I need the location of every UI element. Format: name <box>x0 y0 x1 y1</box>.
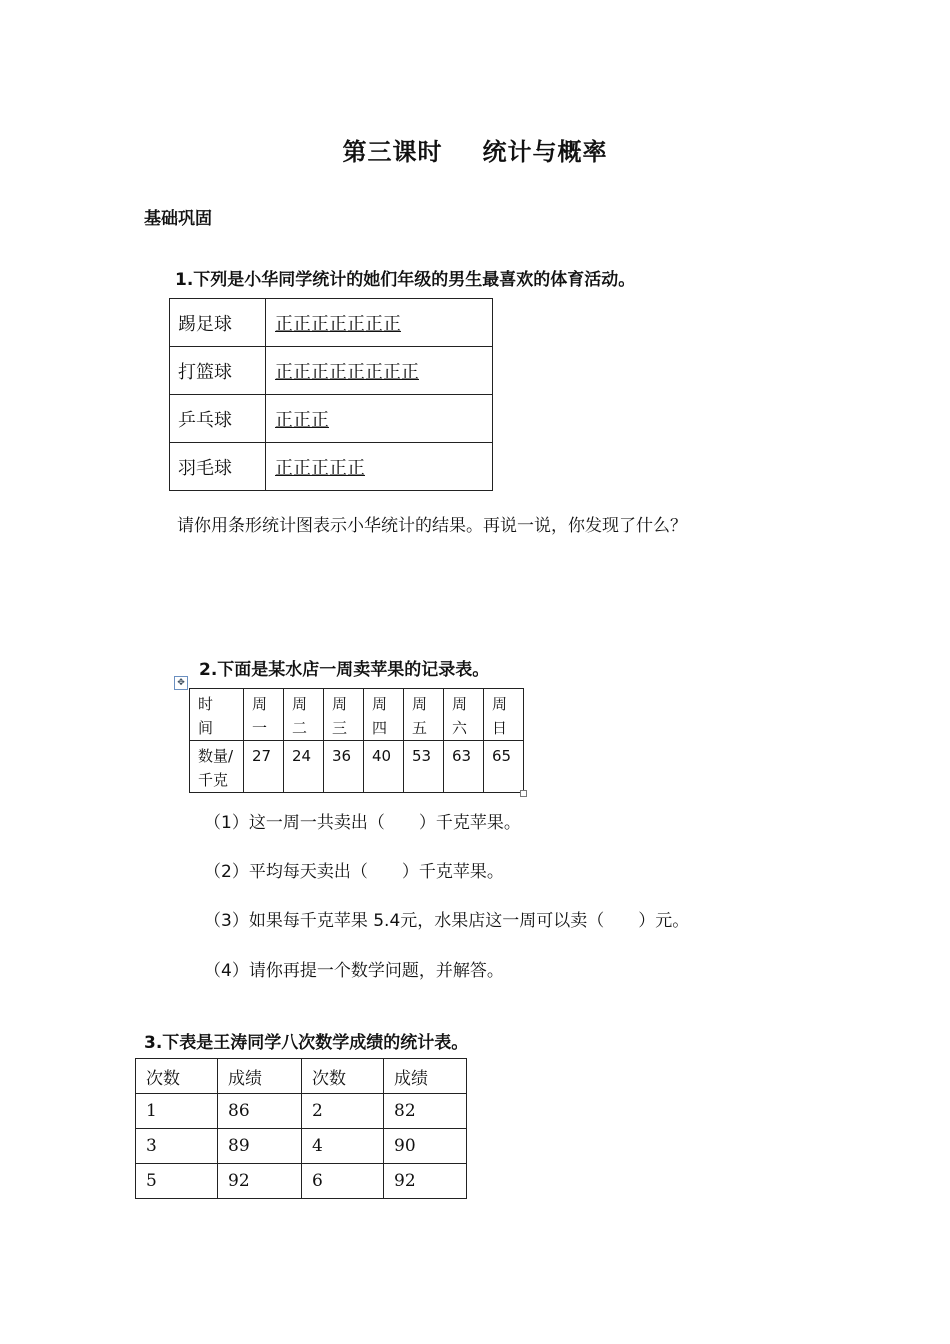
table-cell: 89 <box>218 1129 302 1164</box>
qty-cell: 24 <box>284 741 324 793</box>
sport-cell: 打篮球 <box>170 347 266 395</box>
qty-cell: 53 <box>404 741 444 793</box>
tally-cell: 正正正正正 <box>275 457 365 479</box>
page-title <box>0 132 950 167</box>
day-label: 周 <box>292 695 308 713</box>
day-label: 六 <box>452 719 468 737</box>
qty-cell: 40 <box>364 741 404 793</box>
q1-tally-table <box>169 298 493 491</box>
table-cell: 90 <box>384 1129 467 1164</box>
time-label-1: 时 <box>198 695 214 713</box>
q2-sub-2: （2）平均每天卖出（ ）千克苹果。 <box>204 862 504 882</box>
day-label: 周 <box>492 695 508 713</box>
qty-cell: 63 <box>444 741 484 793</box>
table-cell: 5 <box>136 1164 218 1199</box>
table-cell: 86 <box>218 1094 302 1129</box>
q3-scores-table <box>135 1058 467 1199</box>
table-row <box>190 689 524 741</box>
table-row <box>190 741 524 793</box>
table-row <box>170 347 493 395</box>
day-label: 日 <box>492 719 508 737</box>
day-label: 二 <box>292 719 308 737</box>
time-label-2: 间 <box>198 719 214 737</box>
title-topic: 统计与概率 <box>482 138 608 166</box>
table-row <box>170 395 493 443</box>
day-label: 四 <box>372 719 388 737</box>
qty-label-1: 数量/ <box>198 747 234 765</box>
q2-sales-table <box>189 688 524 793</box>
table-move-icon[interactable]: ✥ <box>174 676 188 690</box>
sport-cell: 羽毛球 <box>170 443 266 491</box>
section-heading: 基础巩固 <box>144 209 212 229</box>
table-cell: 4 <box>302 1129 384 1164</box>
q1-prompt: 请你用条形统计图表示小华统计的结果。再说一说，你发现了什么？ <box>177 516 687 536</box>
table-row <box>136 1164 467 1199</box>
qty-label-2: 千克 <box>198 771 229 789</box>
sport-cell: 踢足球 <box>170 299 266 347</box>
q3-heading: 3.下表是王涛同学八次数学成绩的统计表。 <box>144 1033 469 1053</box>
table-cell: 82 <box>384 1094 467 1129</box>
day-label: 五 <box>412 719 428 737</box>
table-resize-handle[interactable] <box>520 790 527 797</box>
table-cell: 6 <box>302 1164 384 1199</box>
day-label: 三 <box>332 719 348 737</box>
table-row <box>136 1094 467 1129</box>
qty-cell: 36 <box>324 741 364 793</box>
day-label: 周 <box>412 695 428 713</box>
table-cell: 1 <box>136 1094 218 1129</box>
q1-heading: 1.下列是小华同学统计的她们年级的男生最喜欢的体育活动。 <box>175 270 636 290</box>
day-label: 周 <box>452 695 468 713</box>
q2-heading: 2.下面是某水店一周卖苹果的记录表。 <box>199 660 490 680</box>
table-row <box>170 299 493 347</box>
day-label: 周 <box>332 695 348 713</box>
qty-cell: 65 <box>484 741 524 793</box>
title-lesson: 第三课时 <box>342 138 443 166</box>
table-cell: 92 <box>218 1164 302 1199</box>
header-cell: 次数 <box>302 1059 384 1094</box>
tally-cell: 正正正 <box>275 409 329 431</box>
table-header-row <box>136 1059 467 1094</box>
table-cell: 92 <box>384 1164 467 1199</box>
header-cell: 成绩 <box>218 1059 302 1094</box>
q2-sub-1: （1）这一周一共卖出（ ）千克苹果。 <box>204 813 521 833</box>
day-label: 周 <box>372 695 388 713</box>
q2-sub-3: （3）如果每千克苹果 5.4元，水果店这一周可以卖（ ）元。 <box>204 911 690 931</box>
table-row <box>170 443 493 491</box>
table-row <box>136 1129 467 1164</box>
table-cell: 3 <box>136 1129 218 1164</box>
tally-cell: 正正正正正正正 <box>275 313 401 335</box>
sport-cell: 乒乓球 <box>170 395 266 443</box>
day-label: 周 <box>252 695 268 713</box>
q2-sub-4: （4）请你再提一个数学问题，并解答。 <box>204 961 504 981</box>
tally-cell: 正正正正正正正正 <box>275 361 419 383</box>
table-cell: 2 <box>302 1094 384 1129</box>
day-label: 一 <box>252 719 268 737</box>
qty-cell: 27 <box>244 741 284 793</box>
header-cell: 次数 <box>136 1059 218 1094</box>
header-cell: 成绩 <box>384 1059 467 1094</box>
